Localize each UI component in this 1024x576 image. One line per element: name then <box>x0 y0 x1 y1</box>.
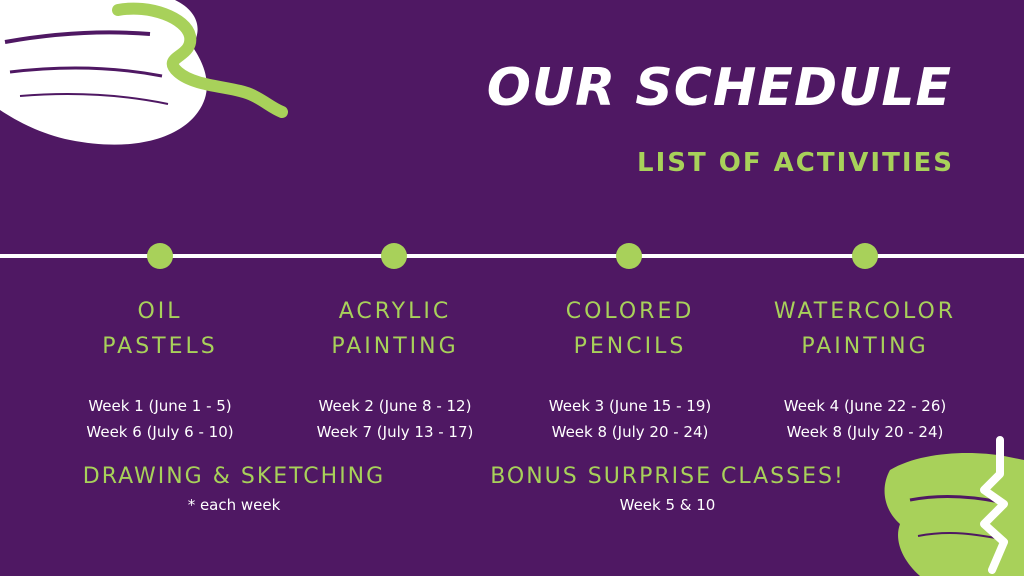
activity-name-line: PENCILS <box>573 334 687 359</box>
week-range: Week 8 (July 20 - 24) <box>786 423 944 441</box>
activity-oil-pastels <box>40 294 280 445</box>
week-range: Week 7 (July 13 - 17) <box>316 423 474 441</box>
week-range: Week 6 (July 6 - 10) <box>86 423 234 441</box>
activity-name <box>40 294 280 368</box>
paint-stroke-top-left-icon <box>0 0 300 170</box>
activity-name-line: PASTELS <box>102 334 218 359</box>
timeline-dot-4 <box>852 243 878 269</box>
page-subtitle: LIST OF ACTIVITIES <box>637 148 954 178</box>
paint-stroke-bottom-right-icon <box>880 430 1024 576</box>
week-range: Week 8 (July 20 - 24) <box>551 423 709 441</box>
page-title: OUR SCHEDULE <box>486 58 952 118</box>
timeline-dot-3 <box>616 243 642 269</box>
activity-name-line: OIL <box>137 299 183 324</box>
activity-colored-pencils <box>510 294 750 445</box>
drawing-sketching-section <box>64 462 404 518</box>
activity-weeks <box>275 393 515 445</box>
drawing-sketching-title: DRAWING & SKETCHING <box>82 464 386 489</box>
timeline-dot-2 <box>381 243 407 269</box>
drawing-sketching-note: * each week <box>187 496 281 514</box>
activity-name <box>510 294 750 368</box>
activity-name-line: ACRYLIC <box>338 299 452 324</box>
activity-name-line: PAINTING <box>331 334 459 359</box>
activity-name-line: WATERCOLOR <box>773 299 957 324</box>
activity-name <box>275 294 515 368</box>
activity-weeks <box>510 393 750 445</box>
activity-watercolor-painting <box>745 294 985 445</box>
activity-weeks <box>745 393 985 445</box>
activity-name-line: PAINTING <box>801 334 929 359</box>
week-range: Week 1 (June 1 - 5) <box>88 397 232 415</box>
week-range: Week 3 (June 15 - 19) <box>548 397 712 415</box>
activity-acrylic-painting <box>275 294 515 445</box>
activity-name-line: COLORED <box>565 299 695 324</box>
bonus-classes-title: BONUS SURPRISE CLASSES! <box>490 464 845 489</box>
week-range: Week 2 (June 8 - 12) <box>318 397 472 415</box>
bonus-classes-section <box>470 462 865 518</box>
week-range: Week 4 (June 22 - 26) <box>783 397 947 415</box>
bonus-classes-note: Week 5 & 10 <box>619 496 716 514</box>
timeline-dot-1 <box>147 243 173 269</box>
activity-name <box>745 294 985 368</box>
activity-weeks <box>40 393 280 445</box>
